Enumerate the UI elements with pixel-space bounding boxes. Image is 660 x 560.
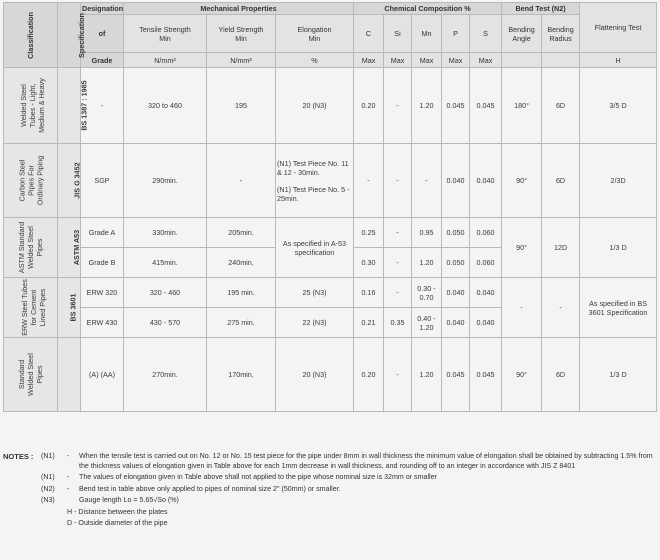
unit-s: Max bbox=[470, 53, 502, 68]
header-yield: Yield Strength Min bbox=[207, 15, 276, 53]
tensile-cell: 320 - 460 bbox=[124, 278, 207, 308]
pipe-properties-table bbox=[3, 2, 657, 412]
bending-angle-cell: 90° bbox=[502, 338, 542, 412]
note-n1b: (N1) - The values of elongation given in Table above shall not applied to the pipe whose nominal size is 32mm or smaller bbox=[41, 473, 437, 482]
header-chemical: Chemical Composition % bbox=[354, 3, 502, 15]
header-bend-test: Bend Test (N2) bbox=[502, 3, 580, 15]
elongation-cell: 25 (N3) bbox=[276, 278, 354, 308]
header-mechanical: Mechanical Properties bbox=[124, 3, 354, 15]
grade-cell: SGP bbox=[81, 144, 124, 218]
notes-title: NOTES : bbox=[3, 452, 34, 461]
yield-cell: 195 min. bbox=[207, 278, 276, 308]
grade-cell: ERW 430 bbox=[81, 308, 124, 338]
classification-cell: Welded Steel Tubes - Light, Medium & Heavy bbox=[4, 68, 58, 144]
mn-cell: 0.40 - 1.20 bbox=[412, 308, 442, 338]
bending-angle-cell: - bbox=[502, 278, 542, 338]
header-designation-of: of bbox=[81, 15, 124, 53]
elongation-cell: 20 (N3) bbox=[276, 68, 354, 144]
c-cell: 0.21 bbox=[354, 308, 384, 338]
header-classification: Classification bbox=[4, 3, 58, 68]
classification-cell: ASTM Standard Welded Steel Pipes bbox=[4, 218, 58, 278]
s-cell: 0.040 bbox=[470, 278, 502, 308]
p-cell: 0.050 bbox=[442, 218, 470, 248]
yield-cell: 170min. bbox=[207, 338, 276, 412]
unit-tensile: N/mm² bbox=[124, 53, 207, 68]
header-mn: Mn bbox=[412, 15, 442, 53]
yield-cell: - bbox=[207, 144, 276, 218]
elongation-cell: 20 (N3) bbox=[276, 338, 354, 412]
specification-cell bbox=[58, 338, 81, 412]
c-cell: 0.25 bbox=[354, 218, 384, 248]
header-grade: Grade bbox=[81, 53, 124, 68]
si-cell: - bbox=[384, 144, 412, 218]
bending-radius-cell: - bbox=[542, 278, 580, 338]
bending-radius-cell: 6D bbox=[542, 144, 580, 218]
si-cell: - bbox=[384, 68, 412, 144]
table-row bbox=[4, 218, 657, 248]
tensile-cell: 270min. bbox=[124, 338, 207, 412]
unit-mn: Max bbox=[412, 53, 442, 68]
grade-cell: (A) (AA) bbox=[81, 338, 124, 412]
classification-cell: ERW Steel Tubes for Cement Lined Pipes bbox=[4, 278, 58, 338]
si-cell: 0.35 bbox=[384, 308, 412, 338]
grade-cell: ERW 320 bbox=[81, 278, 124, 308]
unit-flattening: H bbox=[580, 53, 657, 68]
header-s: S bbox=[470, 15, 502, 53]
p-cell: 0.045 bbox=[442, 68, 470, 144]
unit-elongation: % bbox=[276, 53, 354, 68]
s-cell: 0.045 bbox=[470, 68, 502, 144]
bending-radius-cell: 12D bbox=[542, 218, 580, 278]
note-n3: (N3) Gauge length Lo = 5.65√So (%) bbox=[41, 496, 179, 505]
header-designation: Designation bbox=[82, 4, 124, 13]
flattening-cell: 2/3D bbox=[580, 144, 657, 218]
mn-cell: 1.20 bbox=[412, 68, 442, 144]
specification-cell: BS 1387 : 1985 bbox=[58, 68, 81, 144]
mn-cell: 0.95 bbox=[412, 218, 442, 248]
flattening-cell: As specified in BS 3601 Specification bbox=[580, 278, 657, 338]
notes-section bbox=[3, 452, 655, 531]
c-cell: 0.30 bbox=[354, 248, 384, 278]
s-cell: 0.060 bbox=[470, 248, 502, 278]
bending-radius-cell: 6D bbox=[542, 338, 580, 412]
specification-cell: BS 3601 bbox=[58, 278, 81, 338]
unit-p: Max bbox=[442, 53, 470, 68]
s-cell: 0.045 bbox=[470, 338, 502, 412]
elongation-cell: 22 (N3) bbox=[276, 308, 354, 338]
note-n1a: NOTES : (N1) - When the tensile test is carried out on No. 12 or No. 15 test piece for the pipe under 8mm in wall thickness the minimum value of elongation shall be obtained by subtracting 1.5% from the thickness values of elongation given in Table above for each 1mm decrease in wall thickness, and rounding off to an integer in accordance with JIS Z 8401 bbox=[3, 452, 653, 470]
table-row bbox=[4, 278, 657, 308]
header-tensile: Tensile Strength Min bbox=[124, 15, 207, 53]
note-n2: (N2) - Bend test in table above only applied to pipes of nominal size 2" (50mm) or smaller. bbox=[41, 484, 341, 493]
si-cell: - bbox=[384, 278, 412, 308]
p-cell: 0.040 bbox=[442, 308, 470, 338]
grade-cell: - bbox=[81, 68, 124, 144]
bending-angle-cell: 180° bbox=[502, 68, 542, 144]
flattening-cell: 1/3 D bbox=[580, 218, 657, 278]
p-cell: 0.045 bbox=[442, 338, 470, 412]
unit-yield: N/mm² bbox=[207, 53, 276, 68]
table-row bbox=[4, 338, 657, 412]
s-cell: 0.040 bbox=[470, 308, 502, 338]
header-p: P bbox=[442, 15, 470, 53]
tensile-cell: 330min. bbox=[124, 218, 207, 248]
tensile-cell: 415min. bbox=[124, 248, 207, 278]
c-cell: 0.20 bbox=[354, 68, 384, 144]
bending-radius-cell: 6D bbox=[542, 68, 580, 144]
header-bending-angle: Bending Angle bbox=[502, 15, 542, 53]
s-cell: 0.040 bbox=[470, 144, 502, 218]
specification-cell: JIS G 3452 bbox=[58, 144, 81, 218]
bending-angle-cell: 90° bbox=[502, 218, 542, 278]
grade-cell: Grade A bbox=[81, 218, 124, 248]
flattening-cell: 3/5 D bbox=[580, 68, 657, 144]
header-bending-radius: Bending Radius bbox=[542, 15, 580, 53]
header-si: Si bbox=[384, 15, 412, 53]
specification-cell: ASTM A53 bbox=[58, 218, 81, 278]
unit-c: Max bbox=[354, 53, 384, 68]
header-elongation: Elongation Min bbox=[276, 15, 354, 53]
grade-cell: Grade B bbox=[81, 248, 124, 278]
si-cell: - bbox=[384, 338, 412, 412]
tensile-cell: 290min. bbox=[124, 144, 207, 218]
yield-cell: 240min. bbox=[207, 248, 276, 278]
bending-angle-cell: 90° bbox=[502, 144, 542, 218]
mn-cell: 0.30 - 0.70 bbox=[412, 278, 442, 308]
mn-cell: - bbox=[412, 144, 442, 218]
p-cell: 0.040 bbox=[442, 144, 470, 218]
elongation-cell: As specified in A-53 specification bbox=[276, 218, 354, 278]
flattening-cell: 1/3 D bbox=[580, 338, 657, 412]
note-d: D - Outside diameter of the pipe bbox=[67, 519, 168, 528]
header-c: C bbox=[354, 15, 384, 53]
tensile-cell: 430 - 570 bbox=[124, 308, 207, 338]
mn-cell: 1.20 bbox=[412, 338, 442, 412]
yield-cell: 275 min. bbox=[207, 308, 276, 338]
p-cell: 0.040 bbox=[442, 278, 470, 308]
si-cell: - bbox=[384, 218, 412, 248]
classification-cell: Carbon Steel Pipes For Ordinary Piping bbox=[4, 144, 58, 218]
header-flattening: Flattening Test bbox=[580, 3, 657, 53]
unit-si: Max bbox=[384, 53, 412, 68]
header-specification: Specification bbox=[58, 3, 81, 68]
p-cell: 0.050 bbox=[442, 248, 470, 278]
note-h: H - Distance between the plates bbox=[67, 507, 168, 516]
tensile-cell: 320 to 460 bbox=[124, 68, 207, 144]
table-row bbox=[4, 144, 657, 218]
yield-cell: 195 bbox=[207, 68, 276, 144]
table-row bbox=[4, 68, 657, 144]
mn-cell: 1.20 bbox=[412, 248, 442, 278]
classification-cell: Standard Welded Steel Pipes bbox=[4, 338, 58, 412]
elongation-cell: (N1) Test Piece No. 11 & 12 - 30min. (N1) Test Piece No. 5 - 25min. bbox=[276, 144, 354, 218]
c-cell: 0.16 bbox=[354, 278, 384, 308]
si-cell: - bbox=[384, 248, 412, 278]
c-cell: 0.20 bbox=[354, 338, 384, 412]
s-cell: 0.060 bbox=[470, 218, 502, 248]
c-cell: - bbox=[354, 144, 384, 218]
yield-cell: 205min. bbox=[207, 218, 276, 248]
